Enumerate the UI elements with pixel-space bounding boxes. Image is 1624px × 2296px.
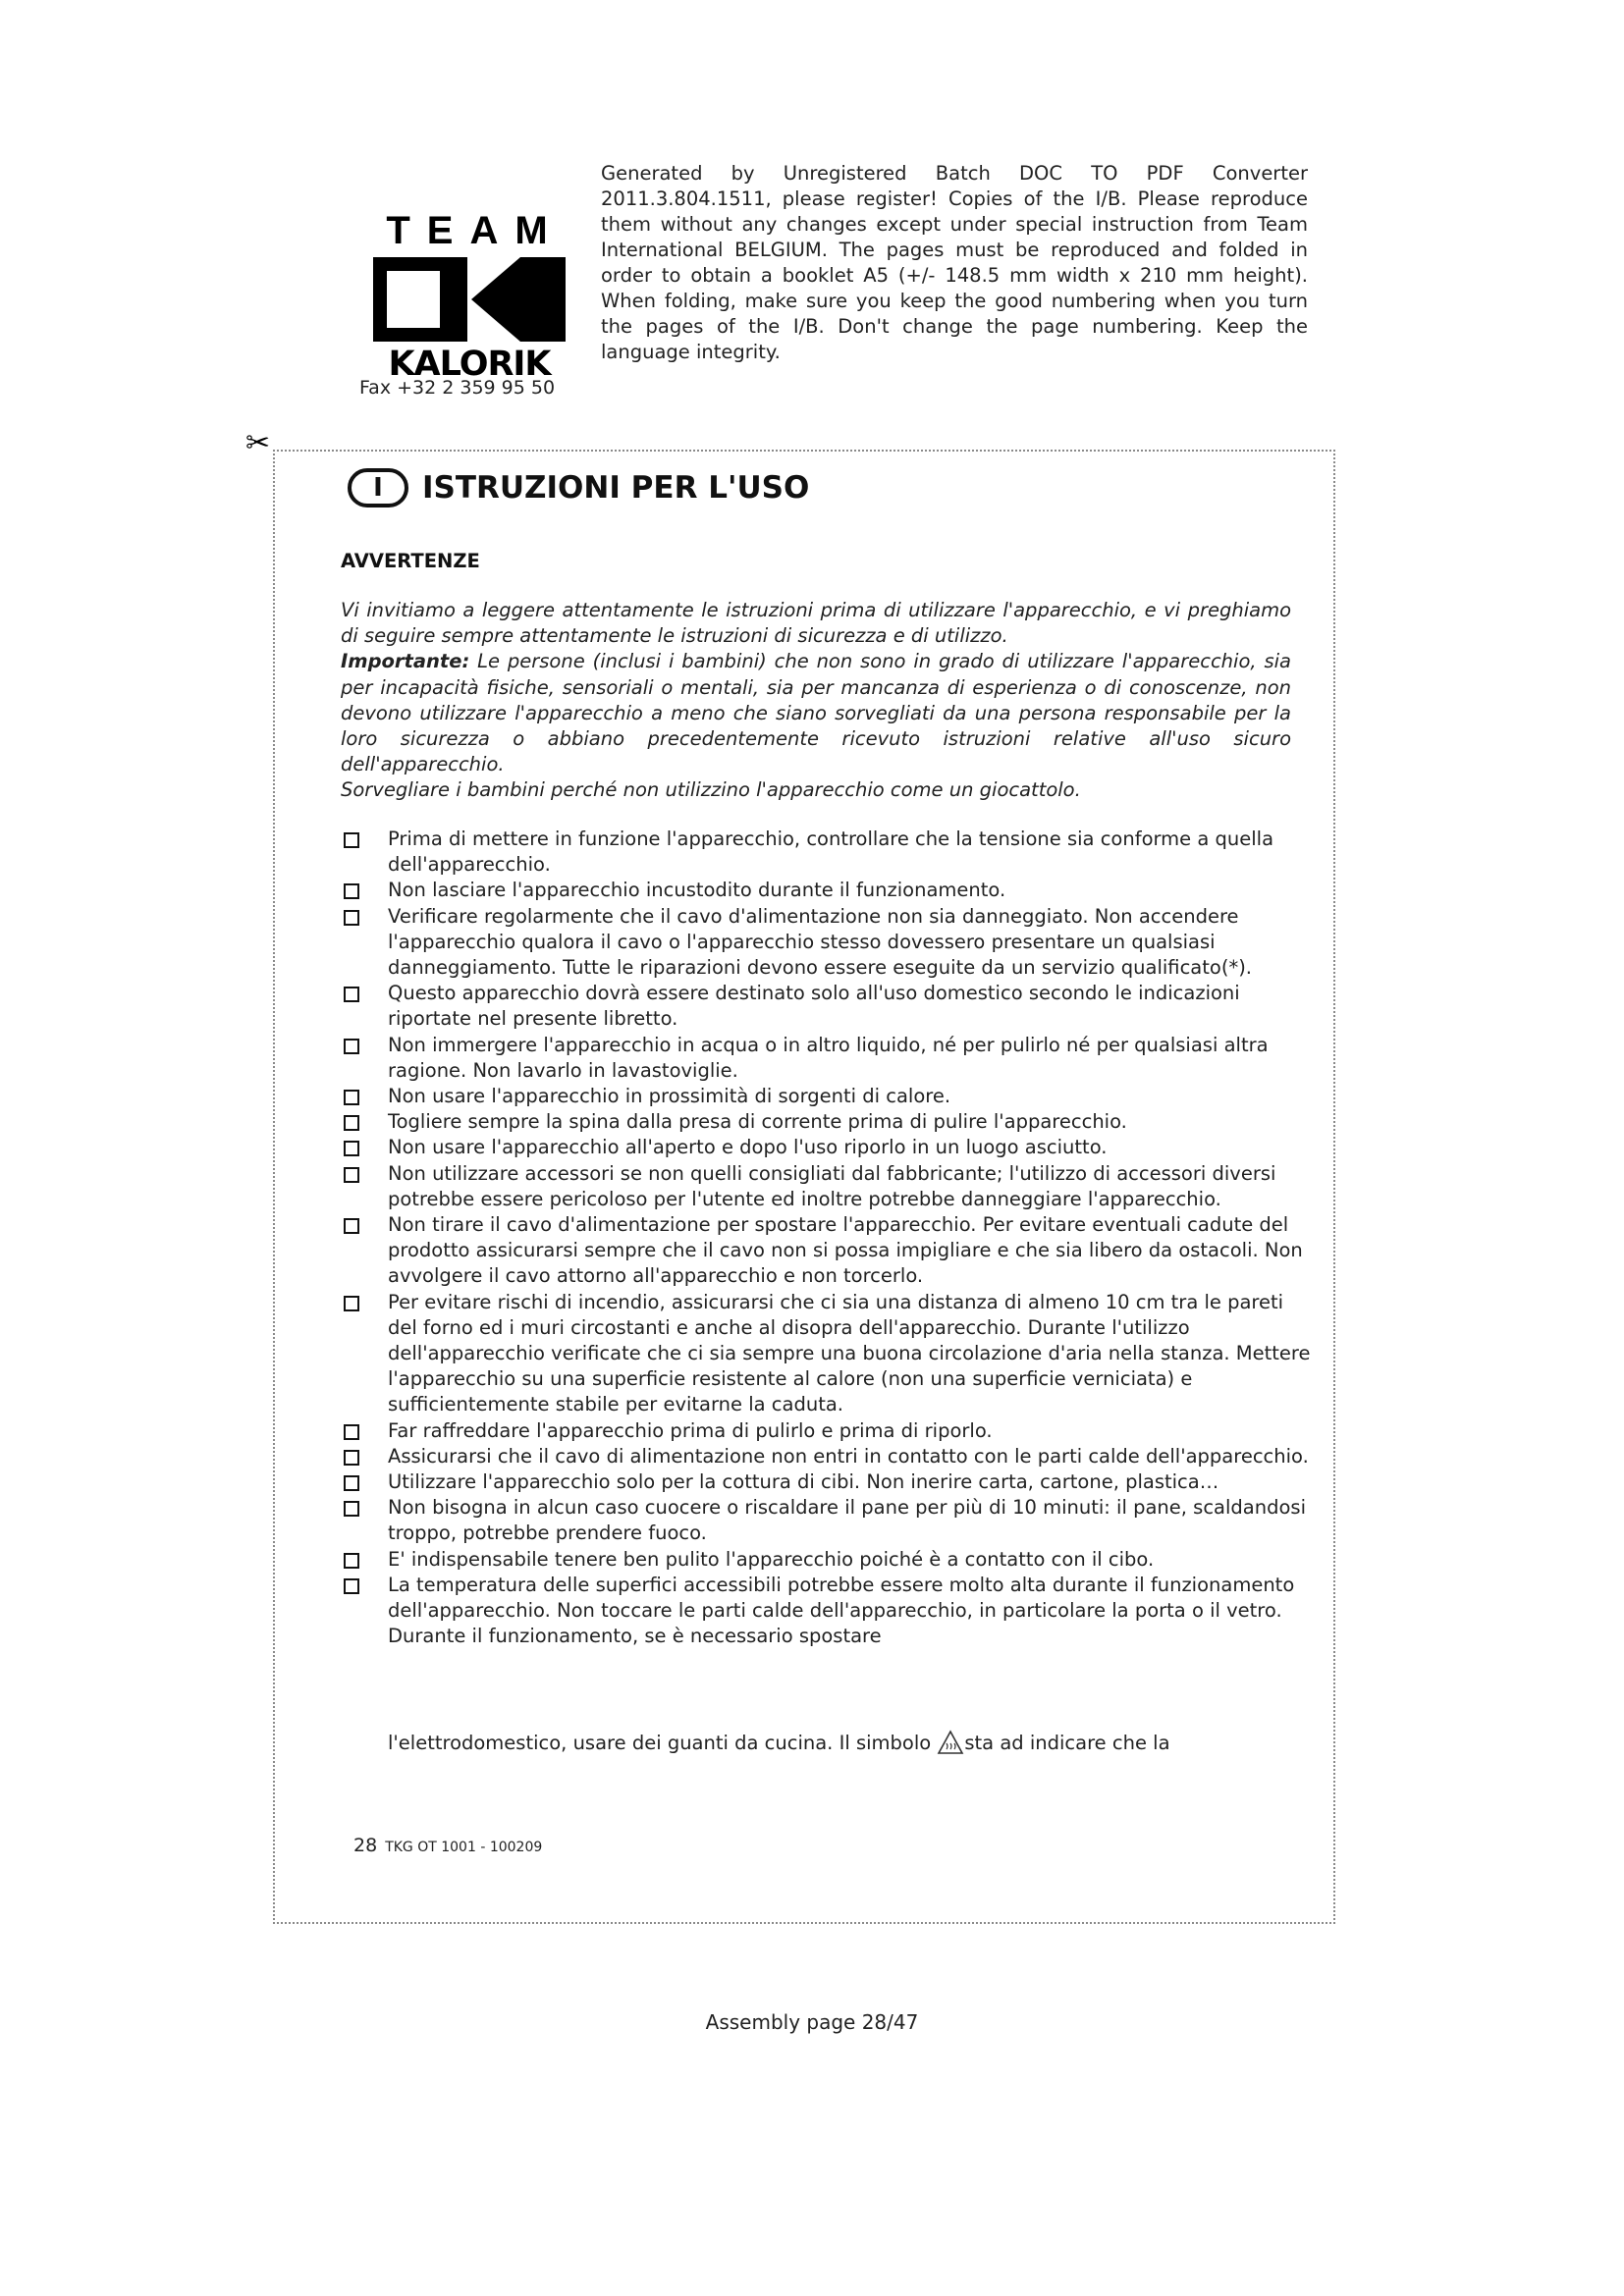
list-item — [341, 1161, 1313, 1212]
title-text: ISTRUZIONI PER L'USO — [422, 470, 810, 506]
language-badge: I — [348, 468, 408, 507]
list-item-text: Non usare l'apparecchio all'aperto e dopo l'uso riporlo in un luogo asciutto. — [388, 1136, 1108, 1159]
checkbox-bullet-icon — [344, 883, 359, 899]
checkbox-bullet-icon — [344, 1115, 359, 1131]
list-item-text: Verificare regolarmente che il cavo d'alimentazione non sia danneggiato. Non accendere l'apparecchio qualora il cavo o l'apparecchio stesso dovessero presentare un qualsiasi danneggiamento. Tutte le riparazioni devono essere eseguite da un servizio qualificato(*). — [388, 904, 1252, 980]
important-label: Importante: — [341, 650, 470, 673]
list-item — [341, 981, 1313, 1032]
list-item — [341, 1547, 1313, 1573]
list-item — [341, 1135, 1313, 1160]
converter-note — [601, 161, 1308, 365]
list-item-text: Prima di mettere in funzione l'apparecchio, controllare che la tensione sia conforme a quella dell'apparecchio. — [388, 828, 1274, 877]
list-item — [341, 904, 1313, 982]
intro-paragraph-3: Sorvegliare i bambini perché non utilizzino l'apparecchio come un giocattolo. — [341, 778, 1081, 802]
checkbox-bullet-icon — [344, 832, 359, 848]
page-number: 28 — [353, 1835, 378, 1856]
list-item — [341, 1444, 1313, 1469]
list-item-text: Non bisogna in alcun caso cuocere o riscaldare il pane per più di 10 minuti: il pane, scaldandosi troppo, potrebbe prendere fuoco. — [388, 1496, 1306, 1545]
scissors-icon: ✂ — [245, 426, 271, 460]
checkbox-bullet-icon — [344, 1167, 359, 1183]
list-item-text: Utilizzare l'apparecchio solo per la cottura di cibi. Non inerire carta, cartone, plastica… — [388, 1470, 1219, 1494]
continuation-text-before: l'elettrodomestico, usare dei guanti da cucina. Il simbolo — [388, 1732, 938, 1754]
list-item — [341, 1109, 1313, 1135]
list-item-text: Questo apparecchio dovrà essere destinato solo all'uso domestico secondo le indicazioni riportate nel presente libretto. — [388, 982, 1240, 1031]
checkbox-bullet-icon — [344, 1578, 359, 1594]
continuation-line — [388, 1730, 1170, 1755]
list-item-text: Per evitare rischi di incendio, assicurarsi che ci sia una distanza di almeno 10 cm tra le pareti del forno ed i muri circostanti e anche al disopra dell'apparecchio. Durante l'utilizzo dell'apparecchio verificate che ci sia sempre una buona circolazione d'aria nella stanza. Mettere l'apparecchio su una superficie resistente al calore (non una superficie verniciata) e sufficientemente stabile per evitarne la caduta. — [388, 1290, 1311, 1416]
intro-paragraph-2 — [341, 649, 1291, 777]
intro-text — [341, 598, 1291, 804]
list-item-text: La temperatura delle superfici accessibili potrebbe essere molto alta durante il funzionamento dell'apparecchio. Non toccare le parti calde dell'apparecchio, in particolare la porta o il vetro. Durante il funzionamento, se è necessario spostare — [388, 1573, 1295, 1648]
list-item — [341, 1573, 1313, 1650]
page-title — [348, 463, 809, 512]
list-item-text: Non immergere l'apparecchio in acqua o in altro liquido, né per pulirlo né per qualsiasi altra ragione. Non lavarlo in lavastoviglie. — [388, 1033, 1269, 1082]
checkbox-bullet-icon — [344, 1553, 359, 1569]
hot-surface-warning-icon — [937, 1730, 964, 1755]
assembly-page-label: Assembly page 28/47 — [705, 2010, 919, 2034]
checkbox-bullet-icon — [344, 1424, 359, 1440]
list-item-text: Non utilizzare accessori se non quelli consigliati dal fabbricante; l'utilizzo di accessori diversi potrebbe essere pericoloso per l'utente ed inoltre potrebbe danneggiare l'apparecchio. — [388, 1161, 1276, 1210]
checkbox-bullet-icon — [344, 1090, 359, 1105]
converter-note-text: Generated by Unregistered Batch DOC TO PDF Converter 2011.3.804.1511, please register! Copies of the I/B. Please reproduce them without any changes except under special instruction from Team International BELGIUM. The pages must be reproduced and folded in order to obtain a booklet A5 (+/- 148.5 mm width x 210 mm height). When folding, make sure you keep the good numbering when you turn the pages of the I/B. Don't change the page numbering. Keep the language integrity. — [601, 162, 1308, 363]
list-item-text: Far raffreddare l'apparecchio prima di pulirlo e prima di riporlo. — [388, 1418, 993, 1442]
logo-team-text: TEAM — [386, 209, 565, 252]
list-item — [341, 1290, 1313, 1418]
list-item-text: E' indispensabile tenere ben pulito l'apparecchio poiché è a contatto con il cibo. — [388, 1547, 1155, 1571]
team-kalorik-logo — [371, 210, 568, 383]
list-item — [341, 827, 1313, 878]
warnings-list — [341, 827, 1313, 1650]
checkbox-bullet-icon — [344, 910, 359, 926]
list-item-text: Togliere sempre la spina dalla presa di corrente prima di pulire l'apparecchio. — [388, 1110, 1127, 1134]
list-item-text: Non lasciare l'apparecchio incustodito durante il funzionamento. — [388, 879, 1006, 902]
list-item-text: Non usare l'apparecchio in prossimità di sorgenti di calore. — [388, 1085, 951, 1108]
list-item — [341, 1033, 1313, 1084]
list-item — [341, 878, 1313, 903]
checkbox-bullet-icon — [344, 1039, 359, 1054]
list-item — [341, 1495, 1313, 1546]
list-item — [341, 1212, 1313, 1290]
list-item — [341, 1084, 1313, 1109]
list-item — [341, 1418, 1313, 1444]
checkbox-bullet-icon — [344, 1296, 359, 1311]
important-text: Le persone (inclusi i bambini) che non sono in grado di utilizzare l'apparecchio, sia per incapacità fisiche, sensoriali o mentali, sia per mancanza di esperienza o di conoscenze, non devono utilizzare l'apparecchio a meno che siano sorvegliati da una persona responsabile per la loro sicurezza o abbiano precedentemente ricevuto istruzioni relative all'uso sicuro dell'apparecchio. — [341, 650, 1291, 776]
continuation-text-after: sta ad indicare che la — [964, 1732, 1170, 1754]
kalorik-k-icon — [373, 257, 566, 342]
checkbox-bullet-icon — [344, 1475, 359, 1491]
list-item-text: Non tirare il cavo d'alimentazione per spostare l'apparecchio. Per evitare eventuali cadute del prodotto assicurarsi sempre che il cavo non si possa impigliare e che sia libero da ostacoli. Non avvolgere il cavo attorno all'apparecchio e non torcerlo. — [388, 1213, 1303, 1288]
document-code: TKG OT 1001 - 100209 — [385, 1840, 543, 1855]
checkbox-bullet-icon — [344, 1501, 359, 1517]
list-item — [341, 1469, 1313, 1495]
checkbox-bullet-icon — [344, 1450, 359, 1466]
list-item-text: Assicurarsi che il cavo di alimentazione non entri in contatto con le parti calde dell'apparecchio. — [388, 1444, 1309, 1468]
checkbox-bullet-icon — [344, 1141, 359, 1156]
intro-paragraph-1: Vi invitiamo a leggere attentamente le istruzioni prima di utilizzare l'apparecchio, e vi preghiamo di seguire sempre attentamente le istruzioni di sicurezza e di utilizzo. — [341, 599, 1291, 648]
section-heading: AVVERTENZE — [341, 550, 480, 572]
checkbox-bullet-icon — [344, 1218, 359, 1234]
page-footer — [353, 1835, 542, 1856]
checkbox-bullet-icon — [344, 987, 359, 1002]
fax-number: Fax +32 2 359 95 50 — [359, 377, 556, 399]
logo-kalorik-text: KALORIK — [388, 345, 551, 384]
